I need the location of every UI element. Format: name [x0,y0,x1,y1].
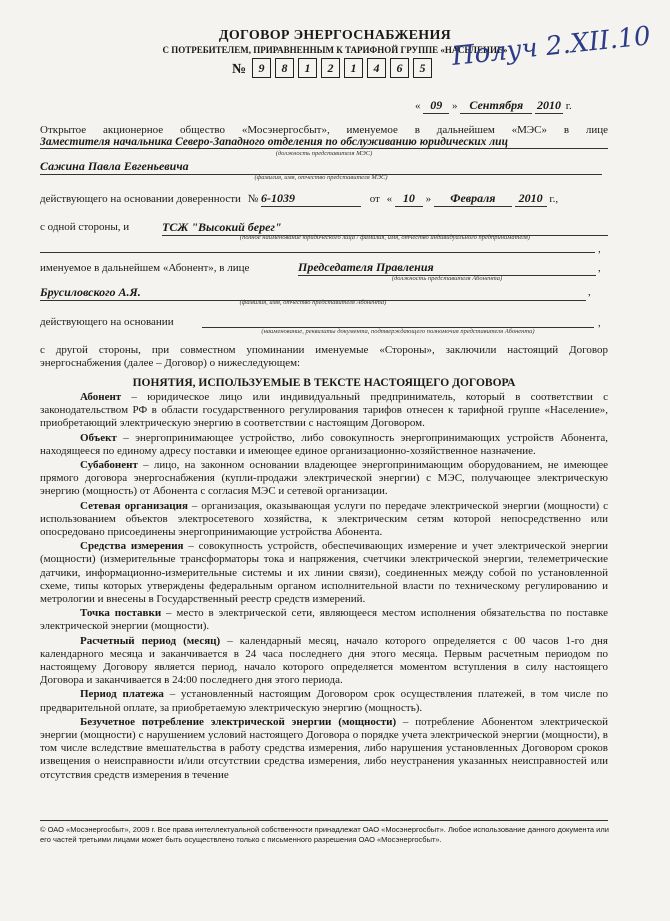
basis-day: 10 [395,191,423,207]
footer-divider [40,820,608,821]
section-heading: ПОНЯТИЯ, ИСПОЛЬЗУЕМЫЕ В ТЕКСТЕ НАСТОЯЩЕГО ДОГОВОРА [132,377,516,389]
mes-rep-position-caption: (должность представителя МЭС) [275,150,373,157]
number-digit: 1 [298,58,317,78]
number-digit: 4 [367,58,386,78]
definition-item: Абонент – юридическое лицо или индивидуальный предприниматель, который в соответствии с законодательством РФ в области государственного регулирования тарифов отнесен к тарифной группе «Население», приобретающий электрическую энергию в соответствии с настоящим Договором. [40,391,608,430]
one-side-text: с одной стороны, и [40,221,130,233]
acting-caption: (наименование, реквизиты документа, подтверждающего полномочия представителя Абонента) [261,328,535,335]
basis-from: от [369,193,380,205]
date-year: 2010 [537,98,561,112]
definition-item: Точка поставки – место в электрической сети, являющееся местом исполнения обязательства по поставке электрической энергии (мощности). [40,607,608,633]
handwritten-receipt-note: Получ 2.XII.10 [450,21,653,72]
number-digit: 9 [252,58,271,78]
number-digit: 6 [390,58,409,78]
basis-number-label: № [247,193,259,205]
mes-rep-position: Заместителя начальника Северо-Западного отделения по обслуживанию юридических лиц [40,136,608,149]
basis-year: 2010 [515,191,547,207]
parties-closing: с другой стороны, при совместном упоминании именуемые «Стороны», заключили настоящий Договор энергоснабжения (далее – Договор) о нижеследующем: [40,344,608,370]
basis-line [40,191,608,207]
definition-item: Безучетное потребление электрической энергии (мощности) – потребление Абонентом электрической энергии (мощности) с нарушением условий настоящего Договора о порядке учета электрической энергии (мощности), в том числе вследствие вмешательства в работу средства измерения, либо нарушения установленных Договором сроков извещения о неисправности и/или отсутствии средства измерения, либо неустранения указанных неисправностей или отсутствия средств измерения в течение [40,715,608,781]
definition-item: Период платежа – установленный настоящим Договором срок осуществления платежей, в том числе по предварительной оплате, за приобретаемую электрическую энергию (мощность). [40,688,608,714]
contract-date [415,98,595,114]
abonent-rep-name: Брусиловского А.Я. [40,285,586,301]
abonent-name: ТСЖ "Высокий берег" [162,220,608,236]
basis-text: действующего на основании доверенности [40,193,241,205]
date-day: 09 [423,98,449,114]
number-digit: 8 [275,58,294,78]
basis-open-quote: « [386,193,393,205]
abonent-name-caption: (полное наименование юридического лица / фамилия, имя, отчество индивидуального предпринимателя) [239,234,531,241]
definition-item: Расчетный период (месяц) – календарный месяц, начало которого определяется с 00 часов 1-го дня календарного месяца и заканчивается в 24 часа последнего дня этого месяца. Первым расчетным периодом по настоящему Договору является период, начало которого определяется моментом вступления в силу настоящего Договора и заканчивается в 24:00 последнего дня этого периода. [40,634,608,687]
basis-close-quote: » [425,193,432,205]
abonent-rep-position: Председателя Правления [298,260,596,276]
date-month: Сентября [460,98,532,114]
document-title: ДОГОВОР ЭНЕРГОСНАБЖЕНИЯ [218,28,452,43]
number-digit: 1 [344,58,363,78]
basis-year-suffix: г., [549,193,559,205]
parties-intro: Открытое акционерное общество «Мосэнергосбыт», именуемое в дальнейшем «МЭС» в лице [40,124,608,136]
acting-text: действующего на основании [40,316,174,328]
abonent-rep-position-caption: (должность представителя Абонента) [391,275,503,282]
named-text: именуемое в дальнейшем «Абонент», в лице [40,262,250,274]
date-suffix: г. [565,100,572,112]
mes-rep-name: Сажина Павла Евгеньевича [40,159,602,175]
definition-item: Средства измерения – совокупность устройств, обеспечивающих измерение и учет электрической энергии (мощности) (измерительные трансформаторы тока и напряжения, счетчики электрической энергии, телеметрические датчики, информационно-измерительные системы и их линии связи), соединенных между собой по установленной схеме, типы которых утверждены федеральным органом исполнительной власти по техническому регулированию и метрологии и внесены в Государственный реестр средств измерений. [40,540,609,606]
document-subtitle: С ПОТРЕБИТЕЛЕМ, ПРИРАВНЕННЫМ К ТАРИФНОЙ ГРУППЕ «НАСЕЛЕНИЕ» [162,45,508,55]
blank-underline [40,252,595,253]
basis-month: Февраля [434,191,512,207]
definition-item: Объект – энергопринимающее устройство, либо совокупность энергопринимающих устройств Абонента, находящееся по единому адресу поставки и имеющее единое организационно-хозяйственное назначение. [40,431,608,457]
number-digit: 5 [413,58,432,78]
mes-rep-name-caption: (фамилия, имя, отчество представителя МЭС) [254,174,388,181]
definition-item: Сетевая организация – организация, оказывающая услуги по передаче электрической энергии (мощности) с использованием объектов электросетевого хозяйства, к электрическим сетям которой непосредственно или опосредовано присоединены энергопринимающие устройства Абонента. [40,499,608,539]
date-open-quote: « [415,100,421,112]
date-close-quote: » [452,100,458,112]
number-label: № [232,62,247,77]
definitions-list [40,391,608,783]
basis-number: 6-1039 [261,191,361,207]
abonent-rep-name-caption: (фамилия, имя, отчество представителя Абонента) [239,299,387,306]
definition-item: Субабонент – лицо, на законном основании владеющее энергопринимающим оборудованием, не имеющее прямого договора энергоснабжения (купли-продажи электрической энергии) с МЭС, получающее электрическую энергию (мощность) от Абонента с согласия МЭС и сетевой организации. [40,459,608,498]
number-digit: 2 [321,58,340,78]
contract-number [252,58,436,78]
copyright-footer: © ОАО «Мосэнергосбыт», 2009 г. Все права интеллектуальной собственности принадлежат ОАО «Мосэнергосбыт». Любое использование данного документа или его частей третьими лицами может быть осуществлено только с письменного разрешения ОАО «Мосэнергосбыт». [40,825,609,844]
